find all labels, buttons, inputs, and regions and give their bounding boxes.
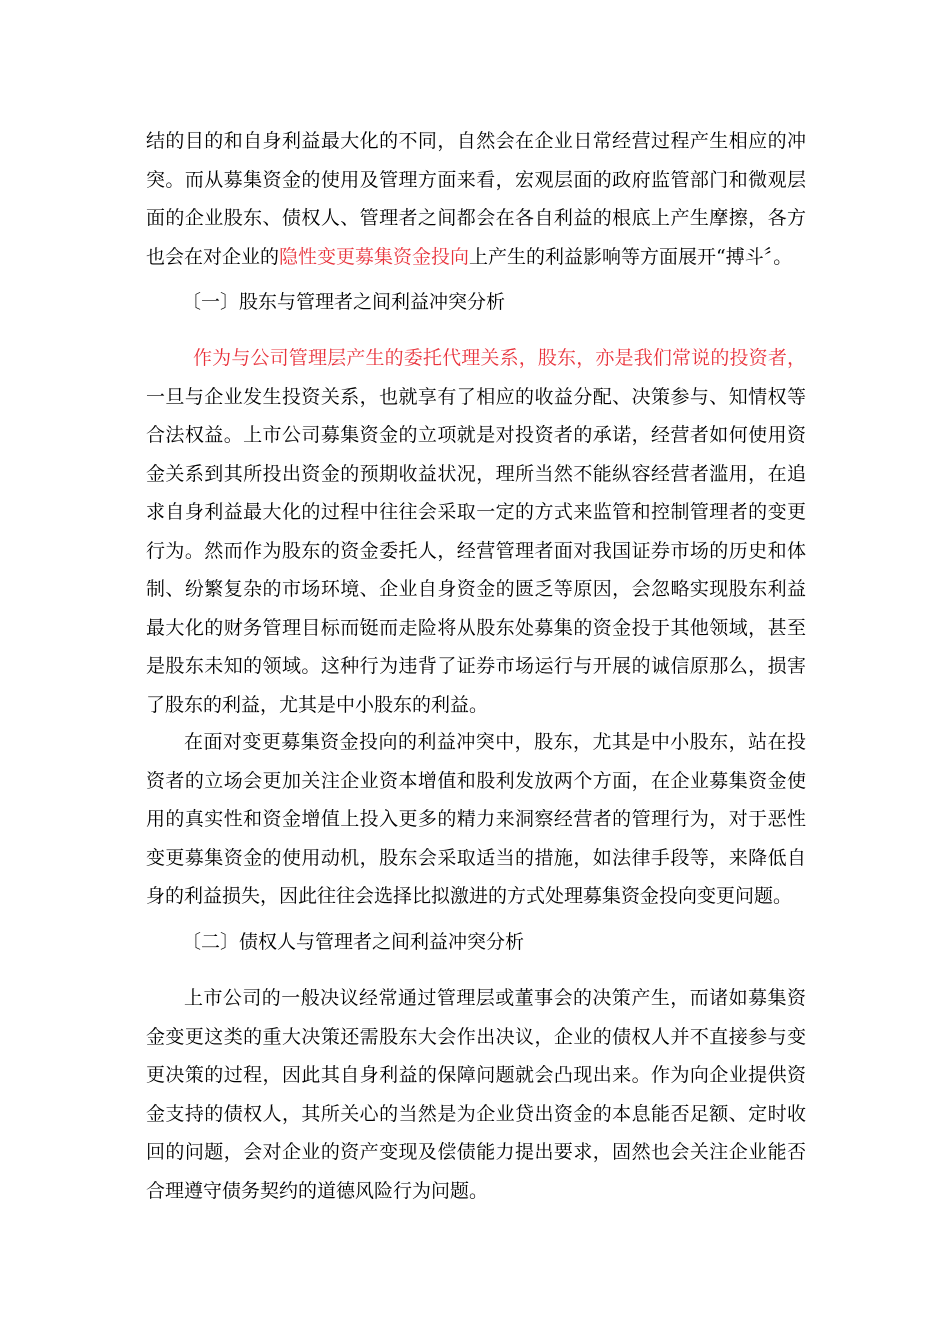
section-heading-creditors: 〔二〕债权人与管理者之间利益冲突分析 — [182, 931, 525, 953]
paragraph-shareholders-text: 一旦与企业发生投资关系，也就享有了相应的收益分配、决策参与、知情权等合法权益。上市公司募集资金的立项就是对投资者的承诺，经营者如何使用资金关系到其所投出资金的预期收益状况，理所当然不能纵容经营者滥用，在追求自身利益最大化的过程中往往会采取一定的方式来监管和控制管理者的变更行为。然而作为股东的资金委托人，经营管理者面对我国证券市场的历史和体制、纷繁复杂的市场环境、企业自身资金的匮乏等原因，会忽略实现股东利益最大化的财务管理目标而铤而走险将从股东处募集的资金投于其他领域，甚至是股东未知的领域。这种行为违背了证券市场运行与开展的诚信原那么，损害了股东的利益，尤其是中小股东的利益。 — [146, 385, 806, 716]
section-heading-shareholders: 〔一〕股东与管理者之间利益冲突分析 — [182, 291, 506, 313]
highlighted-phrase: 隐性变更募集资金投向 — [279, 245, 470, 268]
paragraph-conflict: 在面对变更募集资金投向的利益冲突中，股东，尤其是中小股东，站在投资者的立场会更加关注企业资本增值和股利发放两个方面，在企业募集资金使用的真实性和资金增值上投入更多的精力来洞察经营者的管理行为，对于恶性变更募集资金的使用动机，股东会采取适当的措施，如法律手段等，来降低自身的利益损失，因此往往会选择比拟激进的方式处理募集资金投向变更问题。 — [146, 731, 806, 907]
paragraph-intro-tail: 上产生的利益影响等方面展开“搏斗〞。 — [469, 245, 793, 268]
paragraph-intro-text: 结的目的和自身利益最大化的不同，自然会在企业日常经营过程产生相应的冲突。而从募集资金的使用及管理方面来看，宏观层面的政府监管部门和微观层面的企业股东、债权人、管理者之间都会在各自利益的根底上产生摩擦，各方也会在对企业的 — [146, 130, 806, 268]
paragraph-shareholders — [146, 339, 806, 724]
highlighted-sentence: 作为与公司管理层产生的委托代理关系，股东，亦是我们常说的投资者， — [193, 347, 806, 369]
paragraph-creditors: 上市公司的一般决议经常通过管理层或董事会的决策产生，而诸如募集资金变更这类的重大决策还需股东大会作出决议，企业的债权人并不直接参与变更决策的过程，因此其自身利益的保障问题就会凸现出来。作为向企业提供资金支持的债权人，其所关心的当然是为企业贷出资金的本息能否足额、定时收回的问题，会对企业的资产变现及偿债能力提出要求，固然也会关注企业能否合理遵守债务契约的道德风险行为问题。 — [146, 987, 806, 1202]
paragraph-intro — [146, 122, 806, 276]
